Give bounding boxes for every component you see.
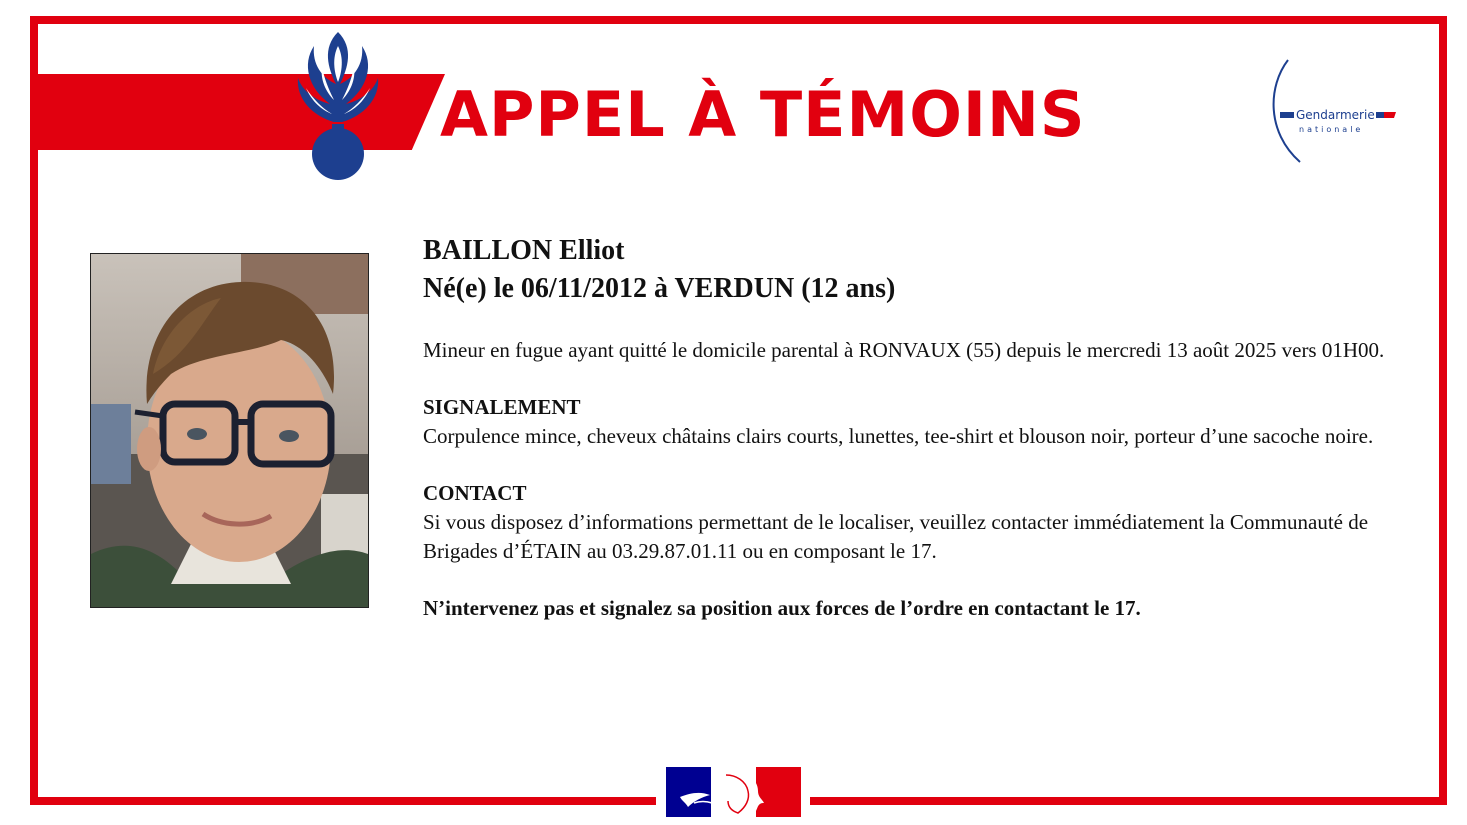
signalement-text: Corpulence mince, cheveux châtains clairs courts, lunettes, tee-shirt et blouson noir, porteur d’une sacoche noire. bbox=[423, 424, 1374, 448]
page-title: APPEL À TÉMOINS bbox=[440, 78, 1086, 151]
marianne-logo-icon bbox=[666, 767, 801, 817]
portrait-image bbox=[91, 254, 368, 607]
gendarmerie-logo bbox=[1266, 58, 1398, 168]
contact-text: Si vous disposez d’informations permettant de le localiser, veuillez contacter immédiatement la Communauté de Brigades d’ÉTAIN au 03.29.87.01.11 ou en composant le 17. bbox=[423, 510, 1369, 563]
signalement-heading: SIGNALEMENT bbox=[423, 395, 581, 419]
grenade-flame-icon bbox=[292, 28, 384, 188]
warning-text: N’intervenez pas et signalez sa position aux forces de l’ordre en contactant le 17. bbox=[423, 596, 1141, 620]
notice-content bbox=[423, 232, 1413, 623]
person-birth: Né(e) le 06/11/2012 à VERDUN (12 ans) bbox=[423, 273, 896, 304]
logo-name: Gendarmerie bbox=[1296, 108, 1375, 122]
person-name: BAILLON Elliot bbox=[423, 235, 625, 266]
description-text: Mineur en fugue ayant quitté le domicile parental à RONVAUX (55) depuis le mercredi 13 août 2025 vers 01H00. bbox=[423, 338, 1385, 362]
contact-heading: CONTACT bbox=[423, 481, 527, 505]
person-photo bbox=[90, 253, 369, 608]
logo-subtitle: nationale bbox=[1299, 125, 1364, 134]
